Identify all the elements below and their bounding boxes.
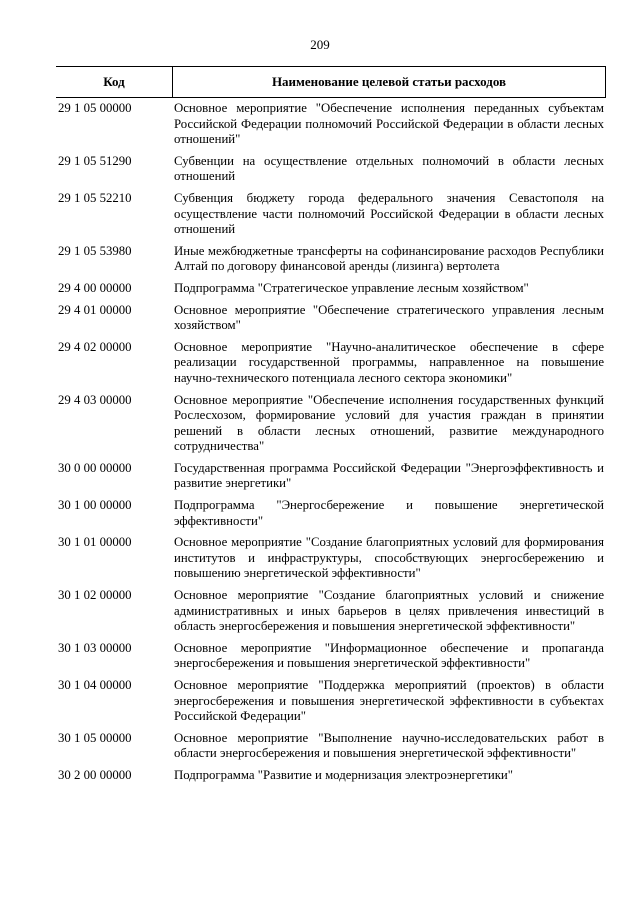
row-code: 29 4 00 00000 [58, 280, 132, 295]
table-row [56, 588, 606, 635]
row-code: 30 2 00 00000 [58, 767, 132, 782]
row-code: 30 0 00 00000 [58, 460, 132, 475]
row-code: 30 1 00 00000 [58, 498, 132, 513]
table-row [56, 244, 606, 275]
row-name: Подпрограмма "Стратегическое управление лесным хозяйством" [174, 280, 529, 295]
table-row [56, 281, 606, 297]
row-name: Основное мероприятие "Научно-аналитическое обеспечение в сфере реализации государственной программы, направленное на повышение научно-технического потенциала лесного сектора экономики" [174, 339, 604, 385]
row-name: Основное мероприятие "Поддержка мероприятий (проектов) в области энергосбережения и повышения энергетической эффективности в субъектах Российской Федерации" [174, 678, 604, 724]
table-row [56, 191, 606, 238]
row-code: 30 1 02 00000 [58, 588, 132, 603]
row-code: 29 1 05 00000 [58, 101, 132, 115]
table-row [56, 731, 606, 762]
table-row [56, 678, 606, 725]
row-code: 29 4 03 00000 [58, 392, 132, 407]
budget-table [56, 66, 606, 784]
table-row [56, 340, 606, 387]
row-code: 29 1 05 51290 [58, 153, 132, 168]
table-row [56, 768, 606, 784]
table-row [56, 303, 606, 334]
row-code: 30 1 05 00000 [58, 730, 132, 745]
row-name: Подпрограмма "Развитие и модернизация электроэнергетики" [174, 767, 513, 782]
row-name: Субвенция бюджету города федерального значения Севастополя на осуществление части полномочий Российской Федерации в области лесных отношений [174, 190, 604, 237]
row-name: Основное мероприятие "Выполнение научно-исследовательских работ в области энергосбережения и повышения энергетической эффективности" [174, 730, 604, 761]
row-code: 29 4 02 00000 [58, 339, 132, 354]
table-row [56, 393, 606, 455]
row-name: Основное мероприятие "Создание благоприятных условий для формирования институтов и инфраструктуры, способствующих энергосбережению и повышению энергетической эффективности" [174, 535, 604, 581]
header-code: Код [56, 67, 173, 97]
row-code: 30 1 04 00000 [58, 678, 132, 692]
table-header [56, 66, 606, 98]
page-number: 209 [310, 37, 330, 52]
table-body [56, 101, 606, 784]
row-name: Основное мероприятие "Создание благоприятных условий и снижение административных и иных барьеров в целях привлечения инвестиций в область энергосбережения и повышения энергетической эффективности" [174, 588, 604, 634]
row-code: 29 1 05 52210 [58, 190, 132, 205]
row-name: Основное мероприятие "Информационное обеспечение и пропаганда энергосбережения и повышения энергетической эффективности" [174, 640, 604, 671]
row-code: 30 1 01 00000 [58, 535, 132, 550]
table-row [56, 498, 606, 529]
table-row [56, 154, 606, 185]
table-row [56, 461, 606, 492]
header-name: Наименование целевой статьи расходов [173, 67, 606, 97]
row-code: 29 4 01 00000 [58, 302, 132, 317]
row-name: Иные межбюджетные трансферты на софинансирование расходов Республики Алтай по договору финансовой аренды (лизинга) вертолета [174, 243, 604, 274]
row-name: Субвенции на осуществление отдельных полномочий в области лесных отношений [174, 153, 604, 184]
row-name: Основное мероприятие "Обеспечение исполнения государственных функций Рослесхозом, формирование условий для участия граждан в принятии решений в области лесных отношений, развитие международного сотрудничества" [174, 392, 604, 454]
table-row [56, 641, 606, 672]
table-row [56, 101, 606, 148]
row-name: Государственная программа Российской Федерации "Энергоэффективность и развитие энергетики" [174, 460, 604, 491]
row-code: 29 1 05 53980 [58, 243, 132, 258]
table-row [56, 535, 606, 582]
row-code: 30 1 03 00000 [58, 640, 132, 655]
row-name: Основное мероприятие "Обеспечение стратегического управления лесным хозяйством" [174, 302, 604, 333]
row-name: Основное мероприятие "Обеспечение исполнения переданных субъектам Российской Федерации полномочий Российской Федерации в области лесных отношений" [174, 101, 604, 147]
row-name: Подпрограмма "Энергосбережение и повышение энергетической эффективности" [174, 498, 604, 528]
